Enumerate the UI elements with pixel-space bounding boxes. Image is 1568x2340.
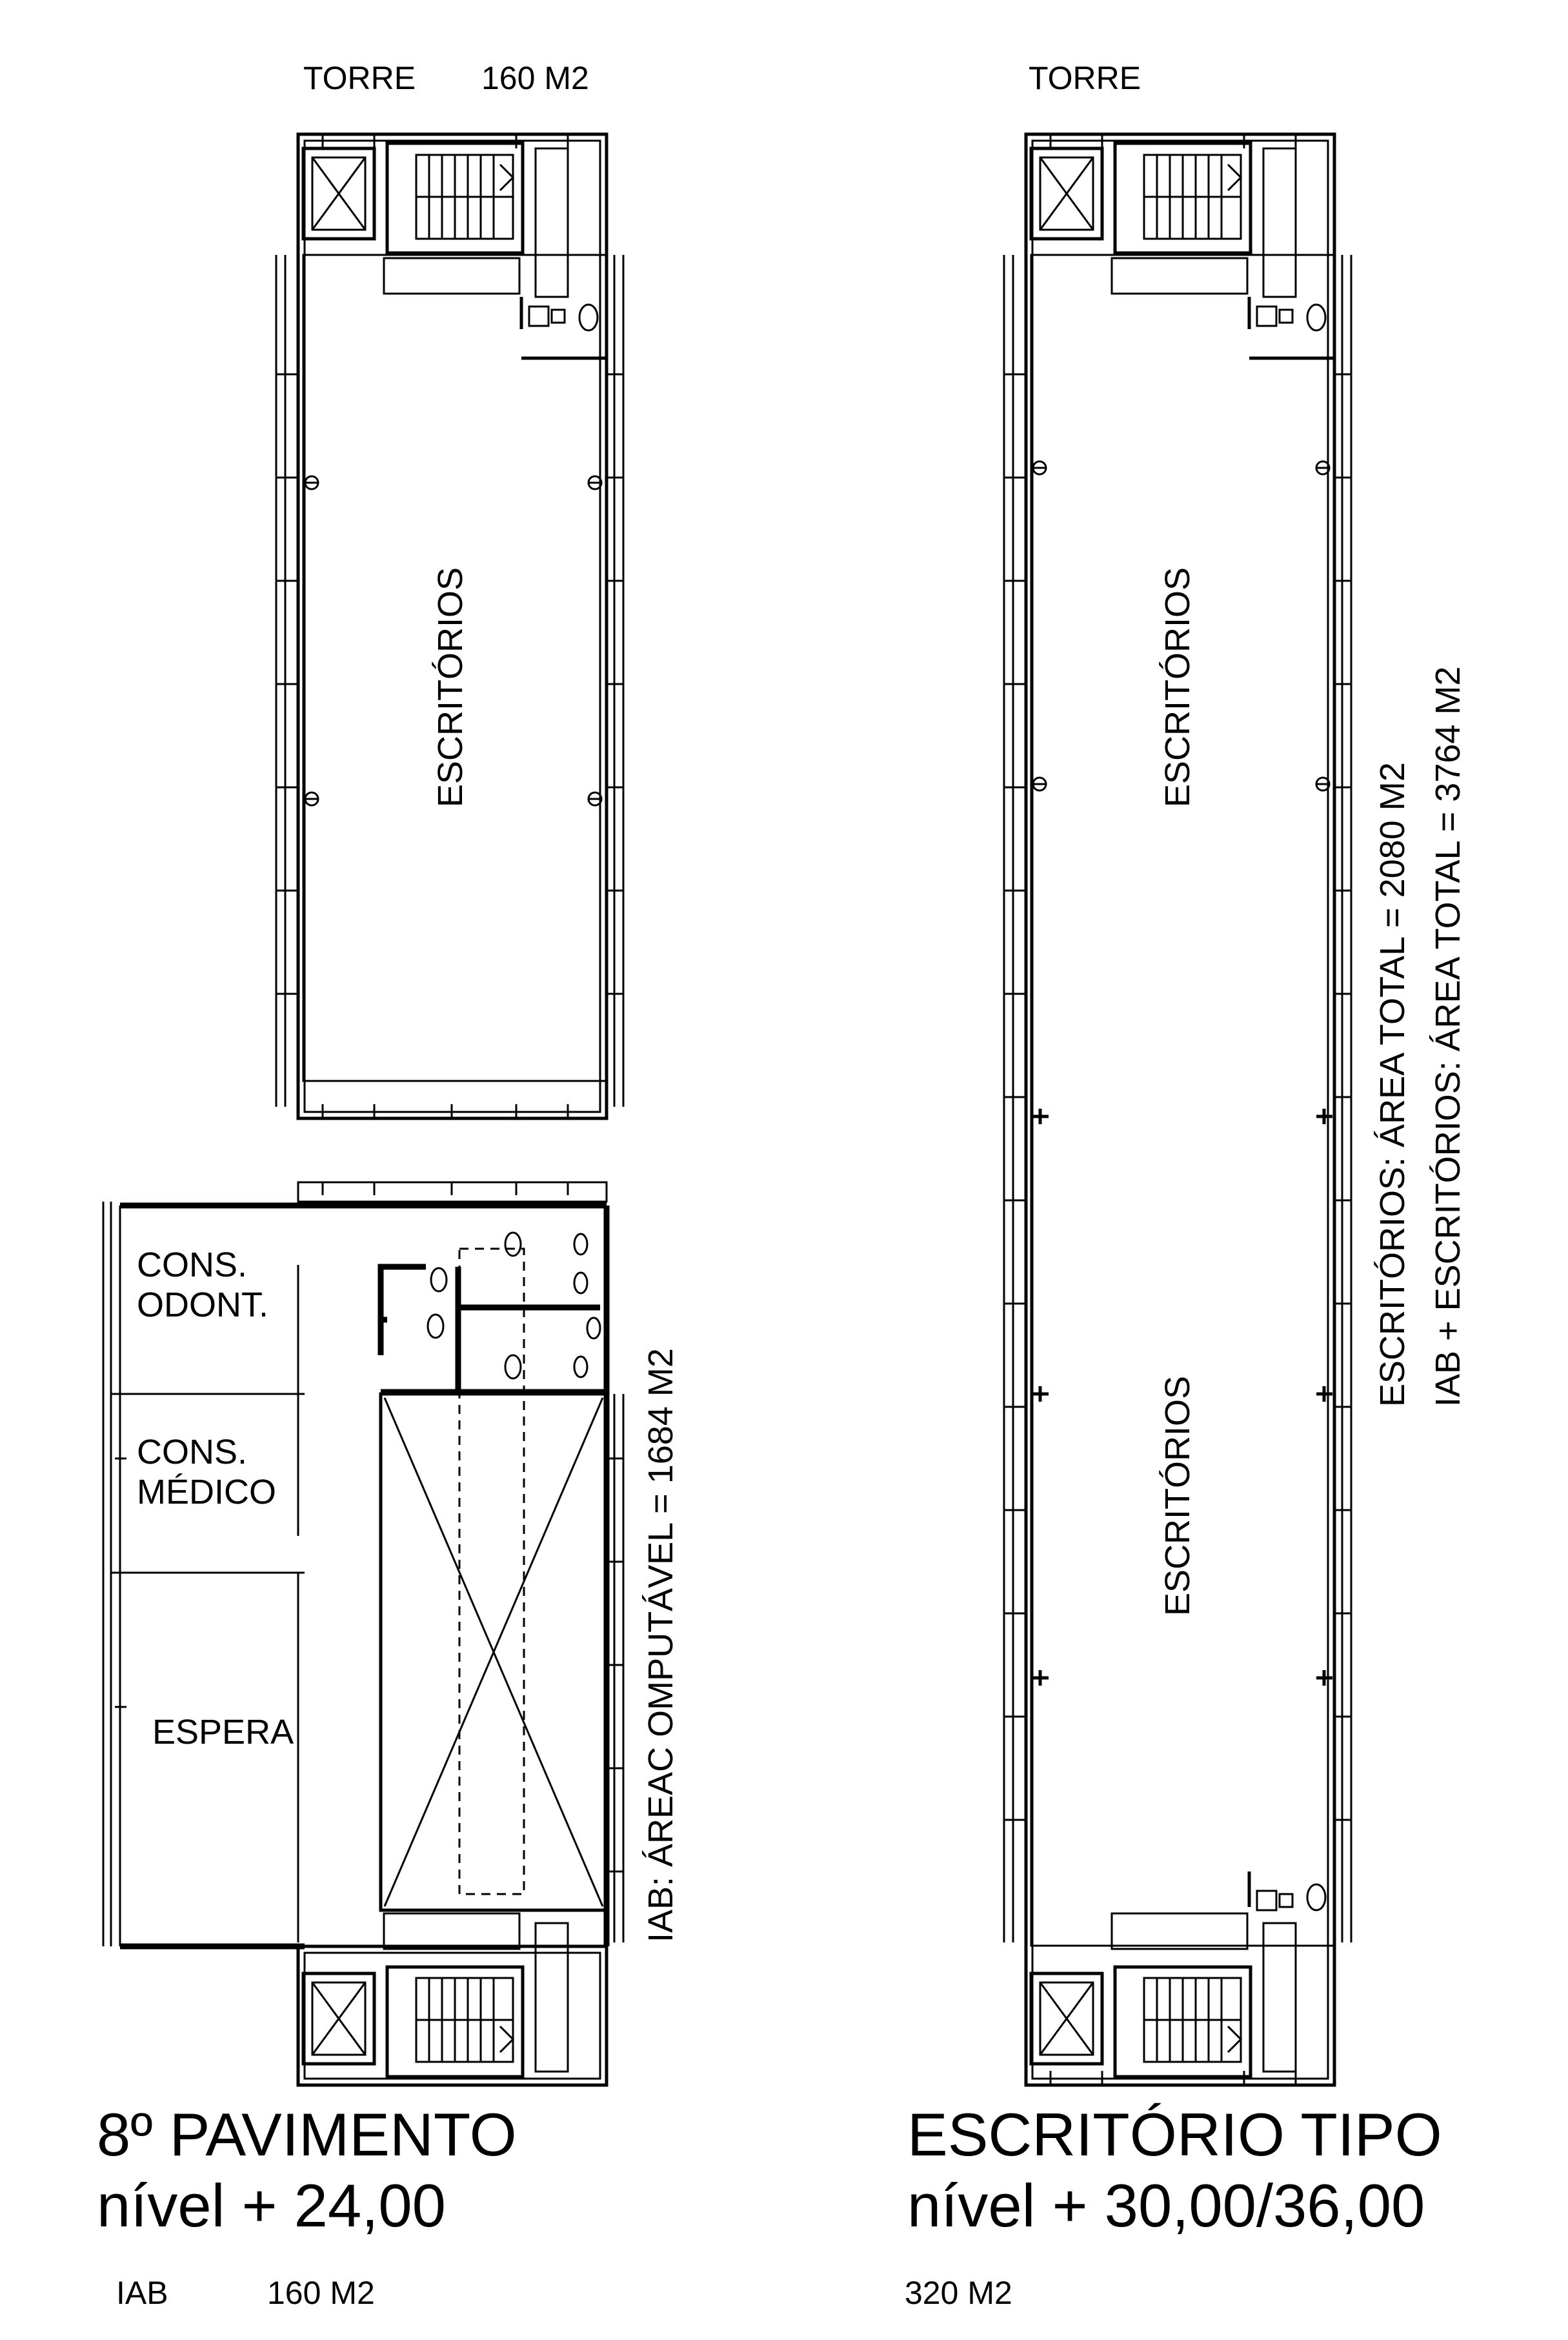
room-cons-medico-2: MÉDICO bbox=[137, 1473, 276, 1511]
left-footer-area: 160 M2 bbox=[267, 2275, 375, 2311]
right-footer-area: 320 M2 bbox=[905, 2275, 1012, 2311]
left-room-office: ESCRITÓRIOS bbox=[431, 567, 470, 808]
right-title-line2: nível + 30,00/36,00 bbox=[907, 2172, 1425, 2239]
left-torre-label: TORRE bbox=[303, 60, 416, 96]
right-room-office-bottom: ESCRITÓRIOS bbox=[1158, 1375, 1197, 1617]
right-area-note-1: ESCRITÓRIOS: ÁREA TOTAL = 2080 M2 bbox=[1373, 762, 1412, 1407]
left-title-line2: nível + 24,00 bbox=[97, 2172, 446, 2239]
left-area-note: IAB: ÁREAC OMPUTÁVEL = 1684 M2 bbox=[641, 1348, 680, 1942]
room-cons-odont-1: CONS. bbox=[137, 1246, 248, 1284]
room-cons-medico-1: CONS. bbox=[137, 1433, 248, 1471]
right-room-office-top: ESCRITÓRIOS bbox=[1158, 567, 1197, 808]
left-torre-area: 160 M2 bbox=[481, 60, 589, 96]
room-cons-odont-2: ODONT. bbox=[137, 1286, 269, 1324]
left-footer-iab: IAB bbox=[116, 2275, 168, 2311]
room-espera: ESPERA bbox=[152, 1713, 294, 1751]
right-title-line1: ESCRITÓRIO TIPO bbox=[907, 2101, 1442, 2168]
right-office-plan bbox=[1004, 134, 1351, 2085]
right-torre-label: TORRE bbox=[1029, 60, 1141, 96]
right-area-note-2: IAB + ESCRITÓRIOS: ÁREA TOTAL = 3764 M2 bbox=[1429, 666, 1467, 1407]
left-title-line1: 8º PAVIMENTO bbox=[97, 2101, 517, 2168]
